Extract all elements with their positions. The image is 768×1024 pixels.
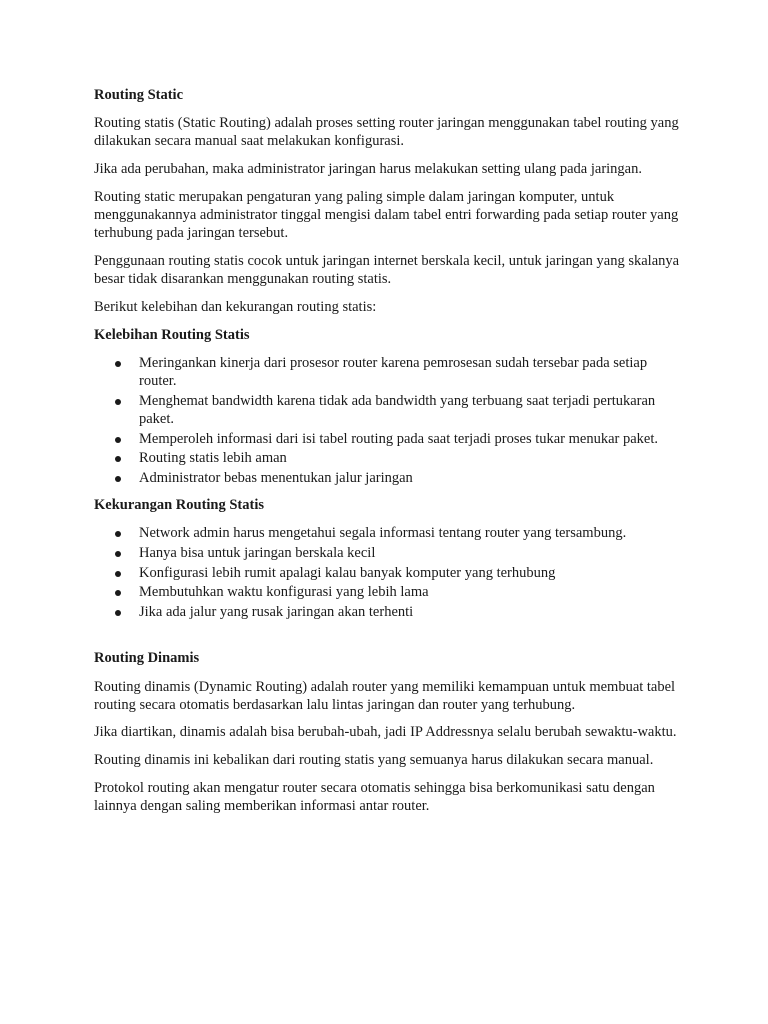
list-item bbox=[94, 392, 684, 428]
list-item bbox=[94, 524, 684, 542]
bullet-icon bbox=[115, 476, 121, 482]
bullet-icon bbox=[115, 610, 121, 616]
list-item-text: Memperoleh informasi dari isi tabel routing pada saat terjadi proses tukar menukar paket. bbox=[139, 430, 659, 447]
paragraph-static-usage: Penggunaan routing statis cocok untuk jaringan internet berskala kecil, untuk jaringan yang skalanya besar tidak disarankan menggunakan routing statis. bbox=[94, 252, 680, 288]
bullet-icon bbox=[115, 399, 121, 405]
list-item-text: Network admin harus mengetahui segala informasi tentang router yang tersambung. bbox=[139, 525, 627, 542]
list-item-text: Jika ada jalur yang rusak jaringan akan terhenti bbox=[139, 604, 414, 621]
disadvantages-list bbox=[94, 524, 684, 621]
list-item bbox=[94, 430, 684, 448]
bullet-icon bbox=[115, 437, 121, 443]
paragraph-dynamic-meaning: Jika diartikan, dinamis adalah bisa berubah-ubah, jadi IP Addressnya selalu berubah sewaktu-waktu. bbox=[94, 724, 677, 741]
paragraph-static-definition: Routing statis (Static Routing) adalah proses setting router jaringan menggunakan tabel routing yang dilakukan secara manual saat melakukan konfigurasi. bbox=[94, 115, 679, 150]
section-title-routing-dinamis: Routing Dinamis bbox=[94, 650, 200, 667]
list-item-text: Konfigurasi lebih rumit apalagi kalau banyak komputer yang terhubung bbox=[139, 564, 556, 581]
list-item-text: Menghemat bandwidth karena tidak ada bandwidth yang terbuang saat terjadi pertukaran paket. bbox=[139, 392, 656, 427]
subheading-advantages: Kelebihan Routing Statis bbox=[94, 326, 250, 343]
bullet-icon bbox=[115, 571, 121, 577]
list-item-text: Routing statis lebih aman bbox=[139, 450, 287, 467]
subheading-disadvantages: Kekurangan Routing Statis bbox=[94, 497, 265, 514]
section-spacer bbox=[94, 630, 684, 649]
list-item bbox=[94, 354, 684, 390]
list-item-text: Hanya bisa untuk jaringan berskala kecil bbox=[139, 545, 376, 562]
bullet-icon bbox=[115, 456, 121, 462]
bullet-icon bbox=[115, 590, 121, 596]
bullet-icon bbox=[115, 531, 121, 537]
bullet-icon bbox=[115, 551, 121, 557]
list-item bbox=[94, 564, 684, 582]
paragraph-static-change: Jika ada perubahan, maka administrator jaringan harus melakukan setting ulang pada jaringan. bbox=[94, 161, 642, 178]
advantages-list bbox=[94, 354, 684, 487]
list-item-text: Membutuhkan waktu konfigurasi yang lebih lama bbox=[139, 584, 429, 601]
paragraph-dynamic-definition: Routing dinamis (Dynamic Routing) adalah router yang memiliki kemampuan untuk membuat tabel routing secara otomatis berdasarkan lalu lintas jaringan dan router yang terhubung. bbox=[94, 678, 676, 713]
paragraph-dynamic-contrast: Routing dinamis ini kebalikan dari routing statis yang semuanya harus dilakukan secara manual. bbox=[94, 752, 654, 769]
document-page bbox=[94, 86, 684, 825]
list-item bbox=[94, 603, 684, 621]
list-item-text: Administrator bebas menentukan jalur jaringan bbox=[139, 469, 413, 486]
list-item-text: Meringankan kinerja dari prosesor router karena pemrosesan sudah tersebar pada setiap router. bbox=[139, 354, 648, 389]
section-title-routing-static: Routing Static bbox=[94, 87, 184, 103]
paragraph-static-intro-list: Berikut kelebihan dan kekurangan routing statis: bbox=[94, 298, 377, 315]
paragraph-dynamic-protocol: Protokol routing akan mengatur router secara otomatis sehingga bisa berkomunikasi satu dengan lainnya dengan saling memberikan informasi antar router. bbox=[94, 779, 655, 815]
bullet-icon bbox=[115, 361, 121, 367]
list-item bbox=[94, 583, 684, 601]
paragraph-static-configuration: Routing static merupakan pengaturan yang paling simple dalam jaringan komputer, untuk menggunakannya administrator tinggal mengisi dalam tabel entri forwarding pada setiap router yang terhubung pada jaringan tersebut. bbox=[94, 188, 679, 242]
list-item bbox=[94, 544, 684, 562]
list-item bbox=[94, 449, 684, 467]
list-item bbox=[94, 469, 684, 487]
